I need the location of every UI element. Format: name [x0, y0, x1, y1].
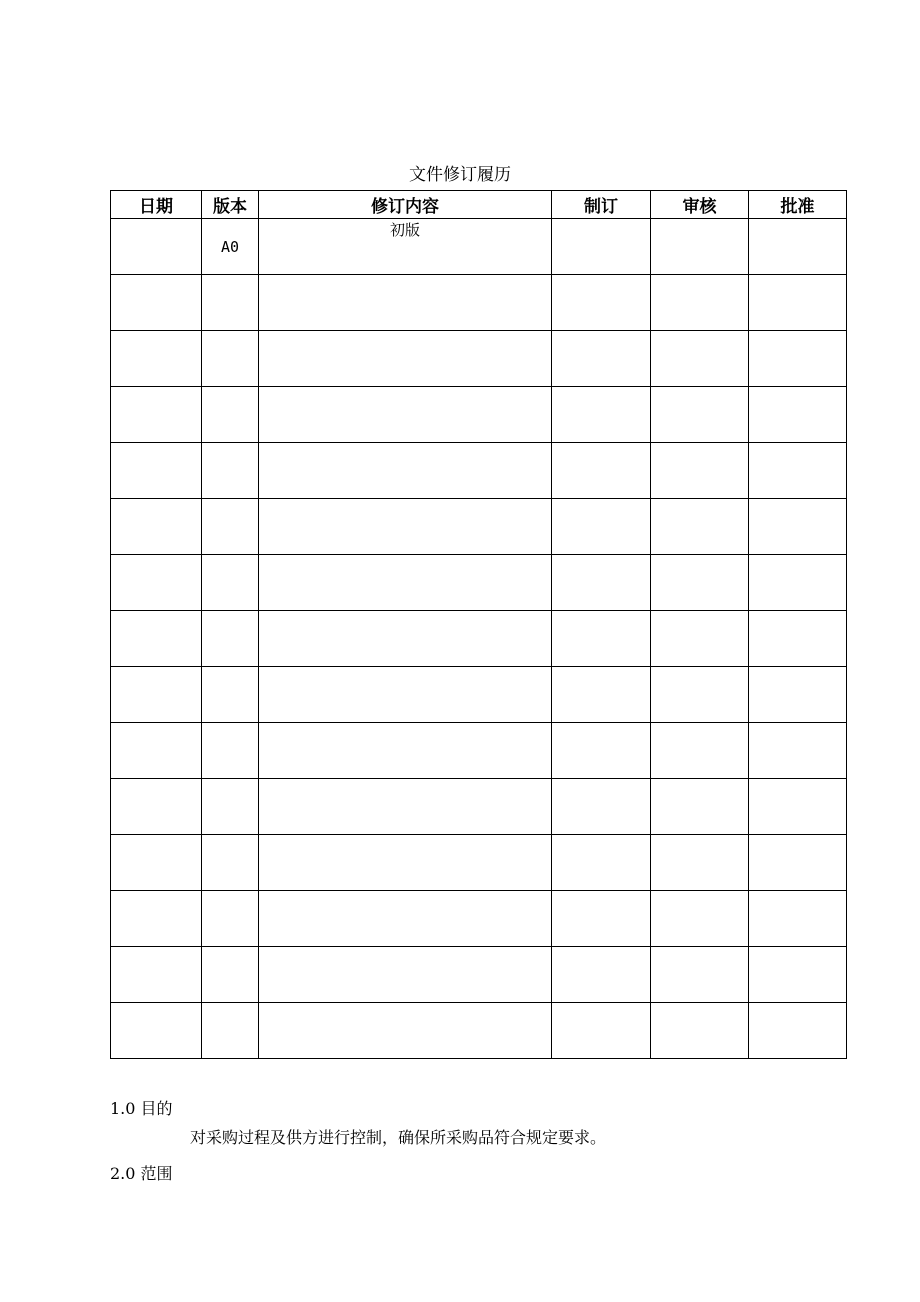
drafted-cell	[552, 555, 651, 611]
approved-cell	[749, 611, 847, 667]
date-cell	[111, 555, 202, 611]
drafted-cell	[552, 443, 651, 499]
reviewed-cell	[651, 219, 749, 275]
section-1-heading: 1.0 目的	[110, 1099, 173, 1118]
version-cell	[202, 611, 259, 667]
table-row	[111, 499, 847, 555]
version-cell	[202, 387, 259, 443]
reviewed-cell	[651, 891, 749, 947]
reviewed-cell	[651, 667, 749, 723]
table-row	[111, 387, 847, 443]
content-cell	[259, 275, 552, 331]
date-cell	[111, 443, 202, 499]
table-row	[111, 611, 847, 667]
reviewed-cell	[651, 331, 749, 387]
date-cell	[111, 1003, 202, 1059]
page-title: 文件修订履历	[409, 165, 511, 185]
approved-cell	[749, 331, 847, 387]
table-header-row	[111, 191, 847, 219]
approved-cell	[749, 219, 847, 275]
column-header-reviewed: 审核	[651, 191, 749, 219]
version-cell	[202, 779, 259, 835]
content-cell	[259, 779, 552, 835]
version-cell	[202, 891, 259, 947]
table-row	[111, 443, 847, 499]
section-2-heading: 2.0 范围	[110, 1164, 173, 1183]
approved-cell	[749, 499, 847, 555]
approved-cell	[749, 779, 847, 835]
content-cell	[259, 1003, 552, 1059]
drafted-cell	[552, 779, 651, 835]
version-cell: A0	[202, 219, 259, 275]
version-cell	[202, 1003, 259, 1059]
date-cell	[111, 723, 202, 779]
table-row	[111, 891, 847, 947]
date-cell	[111, 611, 202, 667]
content-cell	[259, 555, 552, 611]
version-cell	[202, 275, 259, 331]
date-cell	[111, 667, 202, 723]
date-cell	[111, 387, 202, 443]
reviewed-cell	[651, 779, 749, 835]
reviewed-cell	[651, 1003, 749, 1059]
drafted-cell	[552, 1003, 651, 1059]
approved-cell	[749, 835, 847, 891]
drafted-cell	[552, 219, 651, 275]
date-cell	[111, 331, 202, 387]
table-row	[111, 219, 847, 275]
table-row	[111, 667, 847, 723]
approved-cell	[749, 443, 847, 499]
version-cell	[202, 947, 259, 1003]
date-cell	[111, 779, 202, 835]
version-cell	[202, 835, 259, 891]
content-cell	[259, 667, 552, 723]
section-1-body: 对采购过程及供方进行控制，确保所采购品符合规定要求。	[190, 1128, 607, 1147]
reviewed-cell	[651, 275, 749, 331]
date-cell	[111, 891, 202, 947]
content-cell	[259, 835, 552, 891]
drafted-cell	[552, 947, 651, 1003]
table-row	[111, 1003, 847, 1059]
version-cell	[202, 331, 259, 387]
table-row	[111, 723, 847, 779]
content-cell	[259, 499, 552, 555]
drafted-cell	[552, 667, 651, 723]
date-cell	[111, 947, 202, 1003]
content-cell	[259, 891, 552, 947]
content-cell	[259, 723, 552, 779]
table-row	[111, 947, 847, 1003]
content-cell	[259, 947, 552, 1003]
reviewed-cell	[651, 443, 749, 499]
content-cell	[259, 443, 552, 499]
column-header-approved: 批准	[749, 191, 847, 219]
reviewed-cell	[651, 555, 749, 611]
drafted-cell	[552, 499, 651, 555]
content-cell	[259, 331, 552, 387]
approved-cell	[749, 555, 847, 611]
approved-cell	[749, 723, 847, 779]
approved-cell	[749, 1003, 847, 1059]
version-cell	[202, 499, 259, 555]
approved-cell	[749, 275, 847, 331]
version-cell	[202, 723, 259, 779]
reviewed-cell	[651, 387, 749, 443]
table-row	[111, 835, 847, 891]
approved-cell	[749, 947, 847, 1003]
drafted-cell	[552, 331, 651, 387]
version-cell	[202, 443, 259, 499]
drafted-cell	[552, 723, 651, 779]
drafted-cell	[552, 891, 651, 947]
date-cell	[111, 835, 202, 891]
content-cell	[259, 387, 552, 443]
drafted-cell	[552, 835, 651, 891]
revision-history-table	[110, 190, 847, 1059]
drafted-cell	[552, 611, 651, 667]
date-cell	[111, 219, 202, 275]
column-header-content: 修订内容	[259, 191, 552, 219]
reviewed-cell	[651, 835, 749, 891]
reviewed-cell	[651, 947, 749, 1003]
table-row	[111, 331, 847, 387]
reviewed-cell	[651, 723, 749, 779]
content-cell	[259, 611, 552, 667]
column-header-version: 版本	[202, 191, 259, 219]
table-row	[111, 555, 847, 611]
approved-cell	[749, 667, 847, 723]
version-cell	[202, 555, 259, 611]
table-row	[111, 275, 847, 331]
column-header-date: 日期	[111, 191, 202, 219]
drafted-cell	[552, 275, 651, 331]
drafted-cell	[552, 387, 651, 443]
date-cell	[111, 499, 202, 555]
content-cell: 初版	[259, 219, 552, 275]
date-cell	[111, 275, 202, 331]
version-cell	[202, 667, 259, 723]
approved-cell	[749, 387, 847, 443]
column-header-drafted: 制订	[552, 191, 651, 219]
reviewed-cell	[651, 499, 749, 555]
table-row	[111, 779, 847, 835]
approved-cell	[749, 891, 847, 947]
reviewed-cell	[651, 611, 749, 667]
